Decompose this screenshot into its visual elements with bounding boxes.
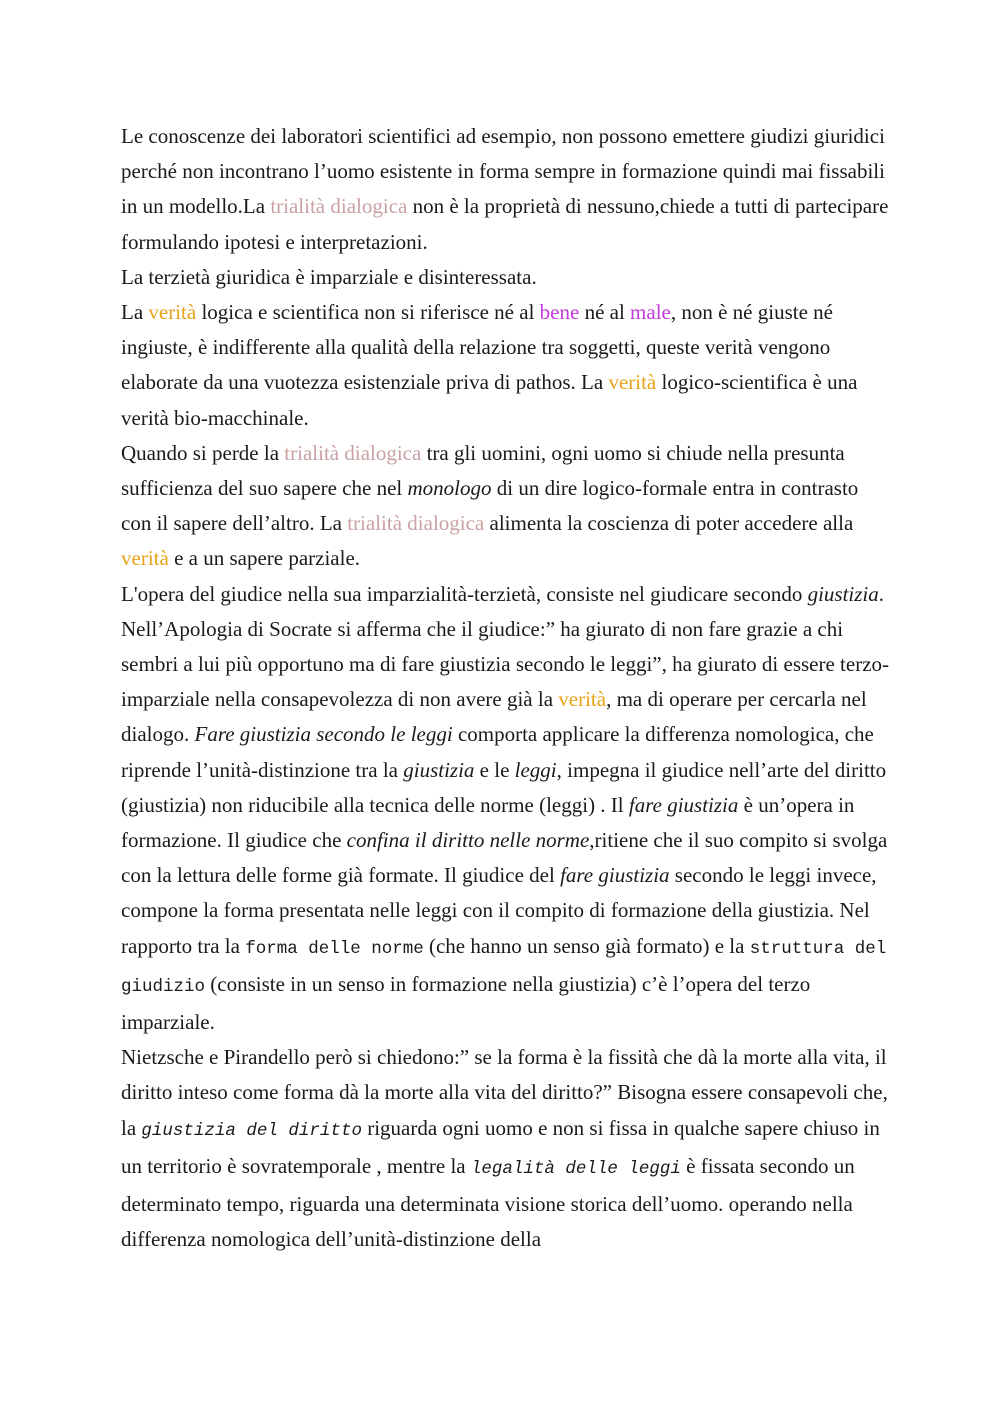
italic-term: confina il diritto nelle norme bbox=[346, 828, 590, 853]
text-run: riguarda ogni uomo e non si fissa in qualche sapere chiuso in un territorio è sovratemporale , mentre la bbox=[121, 1115, 880, 1178]
paragraph-3 bbox=[121, 295, 891, 436]
text-run: , ma di operare per cercarla nel dialogo. bbox=[121, 687, 867, 747]
text-run: La terzietà giuridica è imparziale e disinteressata. bbox=[121, 264, 537, 289]
document-page bbox=[121, 119, 891, 1258]
text-run: La bbox=[121, 300, 149, 325]
paragraph-1 bbox=[121, 119, 891, 260]
paragraph-5 bbox=[121, 577, 891, 1041]
text-run: Le conoscenze dei laboratori scientifici ad esempio, non possono emettere giudizi giuridici perché non incontrano l’uomo esistente in forma sempre in formazione quindi mai fissabili in un modello.La bbox=[121, 124, 885, 219]
text-run: . Nell’Apologia di Socrate si afferma che il giudice:” ha giurato di non fare grazie a chi sembri a lui più opportuno ma di fare giustizia secondo le leggi”, ha giurato di essere terzo-imparziale nella consapevolezza di non avere già la bbox=[121, 581, 890, 712]
highlighted-term: verità bbox=[608, 370, 657, 395]
text-run: e a un sapere parziale. bbox=[168, 546, 361, 571]
text-run: logico-scientifica è una verità bio-macchinale. bbox=[121, 370, 858, 430]
highlighted-term: male bbox=[630, 300, 671, 325]
highlighted-term: trialità dialogica bbox=[284, 440, 422, 465]
monospace-italic-term: giustizia del diritto bbox=[141, 1120, 362, 1141]
monospace-term: struttura del giudizio bbox=[121, 938, 887, 997]
text-run: (che hanno un senso già formato) e la bbox=[423, 933, 750, 958]
italic-term: giustizia bbox=[807, 581, 879, 606]
text-run: comporta applicare la differenza nomologica, che riprende l’unità-distinzione tra la bbox=[121, 722, 874, 782]
monospace-term: forma delle norme bbox=[245, 938, 424, 959]
text-run: e le bbox=[474, 757, 515, 782]
paragraph-4 bbox=[121, 436, 891, 577]
paragraph-6 bbox=[121, 1040, 891, 1257]
text-run: (consiste in un senso in formazione nella giustizia) c’è l’opera del terzo imparziale. bbox=[121, 971, 811, 1035]
text-run: Quando si perde la bbox=[121, 440, 285, 465]
paragraph-2 bbox=[121, 260, 891, 295]
text-run: logica e scientifica non si riferisce né al bbox=[196, 300, 540, 325]
text-run: ,ritiene che il suo compito si svolga con la lettura delle forme già formate. Il giudice del bbox=[121, 828, 888, 888]
text-run: è un’opera in formazione. Il giudice che bbox=[121, 792, 855, 853]
italic-term: monologo bbox=[407, 476, 492, 501]
text-run: di un dire logico-formale entra in contrasto con il sapere dell’altro. La bbox=[121, 476, 859, 536]
italic-term: fare giustizia bbox=[628, 792, 739, 817]
text-run: Nietzsche e Pirandello però si chiedono:” se la forma è la fissità che dà la morte alla vita, il diritto inteso come forma dà la morte alla vita del diritto?” Bisogna essere consapevoli che, la bbox=[121, 1045, 888, 1140]
italic-term: Fare giustizia secondo le leggi bbox=[194, 722, 453, 747]
text-run: tra gli uomini, ogni uomo si chiude nella presunta sufficienza del suo sapere che nel bbox=[121, 440, 845, 501]
highlighted-term: verità bbox=[148, 300, 197, 325]
text-run: , impegna il giudice nell’arte del diritto (giustizia) non riducibile alla tecnica delle norme (leggi) . Il bbox=[121, 757, 887, 817]
text-run: L'opera del giudice nella sua imparzialità-terzietà, consiste nel giudicare secondo bbox=[121, 581, 808, 606]
highlighted-term: bene bbox=[539, 300, 580, 325]
italic-term: giustizia bbox=[403, 757, 475, 782]
text-run: né al bbox=[579, 300, 631, 325]
text-run: è fissata secondo un determinato tempo, riguarda una determinata visione storica dell’uomo. operando nella differenza nomologica dell’unità-distinzione della bbox=[121, 1153, 855, 1252]
highlighted-term: verità bbox=[121, 546, 169, 571]
highlighted-term: trialità dialogica bbox=[270, 194, 408, 219]
text-run: alimenta la coscienza di poter accedere alla bbox=[484, 511, 854, 536]
text-run: , non è né giuste né ingiuste, è indifferente alla qualità della relazione tra soggetti, queste verità vengono elaborate da una vuotezza esistenziale priva di pathos. La bbox=[121, 300, 833, 395]
text-run: non è la proprietà di nessuno,chiede a tutti di partecipare formulando ipotesi e interpretazioni. bbox=[121, 194, 889, 254]
text-run: secondo le leggi invece, compone la forma presentata nelle leggi con il compito di formazione della giustizia. Nel rapporto tra la bbox=[121, 863, 877, 958]
monospace-italic-term: legalità delle leggi bbox=[470, 1158, 681, 1179]
highlighted-term: verità bbox=[558, 687, 607, 712]
italic-term: leggi bbox=[514, 757, 557, 782]
italic-term: fare giustizia bbox=[560, 863, 670, 888]
highlighted-term: trialità dialogica bbox=[347, 511, 485, 536]
